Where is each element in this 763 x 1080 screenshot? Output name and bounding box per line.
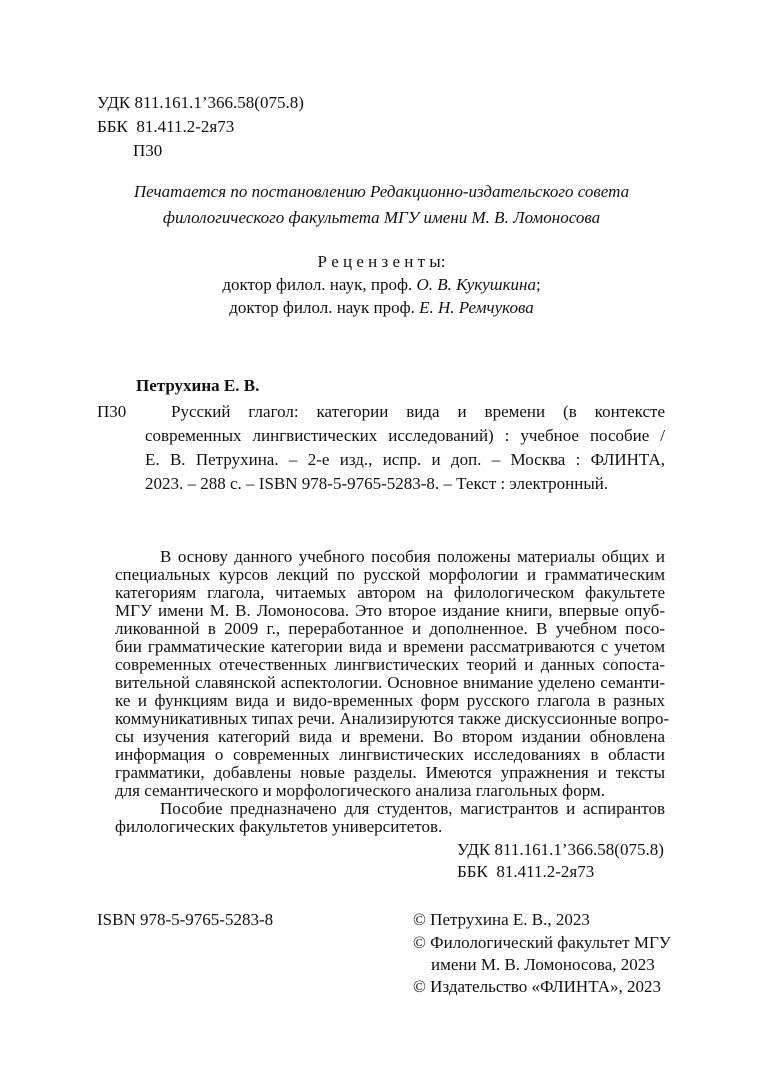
copyright-line: © Издательство «ФЛИНТА», 2023 [413,977,662,996]
abstract-line: филологических факультетов университетов. [115,817,443,836]
footer-udk: УДК 811.161.1’366.58(075.8) [457,840,664,859]
abstract-line: ке и функциям вида и видо-временных форм русского глагола в разных [115,691,665,710]
abstract-line: МГУ имени М. В. Ломоносова. Это второе издание книги, впервые опуб- [115,601,665,620]
abstract-line: информация о современных лингвистических исследованиях в области [115,745,665,764]
abstract-line: ликованной в 2009 г., переработанное и дополненное. В учебном посо- [115,619,665,638]
copyright-line: © Петрухина Е. В., 2023 [413,910,590,929]
reviewers-title: Р е ц е н з е н т ы: [317,252,446,271]
bib-code: П30 [97,402,127,421]
bib-line: современных лингвистических исследований) : учебное пособие / [145,426,665,445]
copyright-line: имени М. В. Ломоносова, 2023 [431,955,655,974]
imprint-line: филологического факультета МГУ имени М. В. Ломоносова [162,208,601,227]
isbn: ISBN 978-5-9765-5283-8 [97,910,274,929]
reviewer: доктор филол. наук проф. Е. Н. Ремчукова [229,298,534,317]
udk: УДК 811.161.1’366.58(075.8) [97,93,304,112]
abstract-line: грамматики, добавлены новые разделы. Имеются упражнения и тексты [115,763,665,782]
abstract-line: категориям глагола, читаемых автором на филологическом факультете [115,583,665,602]
abstract-line: современных отечественных лингвистических теорий и данных сопоста- [115,655,665,674]
copyright-line: © Филологический факультет МГУ [413,933,671,952]
author-code: П30 [133,141,163,160]
abstract-line: В основу данного учебного пособия положены материалы общих и [160,547,665,566]
abstract-line: бии грамматические категории вида и времени рассматриваются с учетом [115,637,665,656]
abstract-line: для семантического и морфологического анализа глагольных форм. [115,781,605,800]
footer-bbk: ББК 81.411.2-2я73 [457,862,595,881]
abstract-line: коммуникативных типах речи. Анализируются также дискуссионные вопро- [115,709,670,728]
imprint-line: Печатается по постановлению Редакционно-издательского совета [133,182,630,201]
abstract-line: вительной славянской аспектологии. Основное внимание уделено семанти- [115,673,665,692]
bib-line: Е. В. Петрухина. – 2-е изд., испр. и доп. – Москва : ФЛИНТА, [145,450,665,469]
bib-line: 2023. – 288 с. – ISBN 978-5-9765-5283-8. – Текст : электронный. [145,474,609,493]
reviewer: доктор филол. наук, проф. О. В. Кукушкина; [222,275,541,294]
bib-line: Русский глагол: категории вида и времени (в контексте [171,402,665,421]
bbk: ББК 81.411.2-2я73 [97,117,235,136]
abstract-line: сы изучения категорий вида и времени. Во втором издании обновлена [115,727,665,746]
bib-author: Петрухина Е. В. [136,376,260,395]
abstract-line: специальных курсов лекций по русской морфологии и грамматическим [115,565,665,584]
abstract-line: Пособие предназначено для студентов, магистрантов и аспирантов [160,799,665,818]
